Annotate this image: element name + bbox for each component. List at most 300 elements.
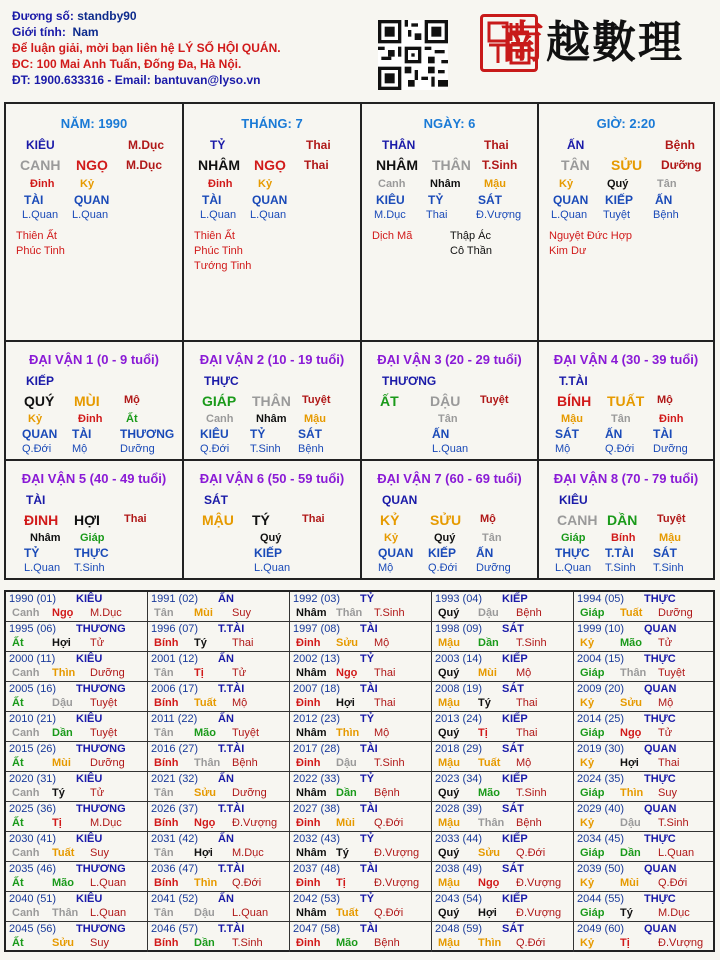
- year-label: 2033 (44): [435, 833, 483, 845]
- dai-van-chi: HỢI: [74, 512, 100, 528]
- year-phase: T.Sinh: [374, 757, 405, 769]
- dai-van-cell: [6, 461, 184, 580]
- year-label: 2023 (34): [435, 773, 483, 785]
- year-chi: Tị: [620, 937, 630, 949]
- year-star: TỶ: [360, 713, 375, 725]
- dai-van-chi: TÝ: [252, 512, 270, 528]
- year-label: 1996 (07): [151, 623, 199, 635]
- year-label: 2030 (41): [9, 833, 57, 845]
- year-label: 2046 (57): [151, 923, 199, 935]
- year-chi: Hợi: [52, 637, 71, 649]
- year-can: Tân: [154, 607, 174, 619]
- year-cell: [6, 832, 148, 862]
- year-chi: Dậu: [194, 907, 215, 919]
- dai-van-hidden-stem: Quý: [260, 532, 282, 544]
- year-label: 2024 (35): [577, 773, 625, 785]
- year-star: KIẾP: [502, 773, 528, 785]
- year-star: KIẾP: [502, 593, 528, 605]
- year-cell: [148, 772, 290, 802]
- year-chi: Mão: [620, 637, 642, 649]
- year-cell: [574, 922, 713, 952]
- year-can: Đinh: [296, 757, 321, 769]
- dai-van-chi: DẦN: [607, 512, 638, 528]
- year-star: QUAN: [644, 923, 677, 935]
- hidden-stem: Canh: [378, 178, 406, 190]
- year-chi: Tị: [478, 727, 488, 739]
- year-star: THỰC: [644, 893, 676, 905]
- hidden-stem: Kỷ: [258, 178, 273, 190]
- year-star: THƯƠNG: [76, 923, 126, 935]
- dai-van-hidden-phase: Mộ: [378, 562, 394, 574]
- year-phase: Q.Đới: [232, 877, 262, 889]
- year-chi: Tuất: [52, 847, 75, 859]
- year-phase: Dưỡng: [90, 757, 125, 769]
- year-phase: Đ.Vượng: [232, 817, 278, 829]
- dai-van-star: TÀI: [26, 493, 46, 507]
- dai-van-title: ĐẠI VẬN 4 (30 - 39 tuổi): [553, 352, 699, 367]
- year-phase: Thai: [658, 757, 680, 769]
- year-can: Ất: [12, 817, 24, 829]
- year-chi: Hợi: [194, 847, 213, 859]
- account-line: Đương số: standby90: [12, 9, 137, 23]
- year-label: 1995 (06): [9, 623, 57, 635]
- year-cell: [290, 772, 432, 802]
- year-cell: [148, 832, 290, 862]
- hidden-star: KIẾP: [605, 193, 634, 207]
- dai-van-phase: Thai: [302, 513, 325, 525]
- year-star: THỰC: [644, 773, 676, 785]
- pillar-star: TỶ: [210, 138, 226, 152]
- hidden-phase: L.Quan: [22, 209, 59, 221]
- year-label: 2039 (50): [577, 863, 625, 875]
- year-star: KIẾP: [502, 833, 528, 845]
- year-can: Bính: [154, 817, 179, 829]
- year-label: 2009 (20): [577, 683, 625, 695]
- year-can: Mậu: [438, 817, 460, 829]
- year-can: Giáp: [580, 847, 605, 859]
- year-cell: [574, 742, 713, 772]
- year-cell: [432, 592, 574, 622]
- year-phase: Mộ: [374, 637, 390, 649]
- dai-van-hidden-stem: Mậu: [304, 413, 326, 425]
- year-phase: Đ.Vượng: [374, 847, 420, 859]
- dai-van-hidden-phase: T.Sinh: [653, 562, 684, 574]
- year-can: Mậu: [438, 697, 460, 709]
- year-phase: Q.Đới: [374, 907, 404, 919]
- hidden-stem: Mậu: [484, 178, 506, 190]
- year-phase: Tử: [232, 667, 247, 679]
- pillar-cell: [362, 104, 539, 342]
- year-phase: Bệnh: [374, 937, 400, 949]
- year-chi: Sửu: [336, 637, 359, 649]
- year-star: QUAN: [644, 743, 677, 755]
- dai-van-hidden-star: ẤN: [432, 427, 450, 441]
- year-phase: Suy: [90, 847, 109, 859]
- year-cell: [148, 892, 290, 922]
- year-star: TỶ: [360, 893, 375, 905]
- hidden-star: QUAN: [74, 193, 110, 207]
- year-can: Tân: [154, 667, 174, 679]
- dai-van-star: T.TÀI: [559, 374, 588, 388]
- year-phase: Bệnh: [374, 787, 400, 799]
- year-phase: T.Sinh: [374, 607, 405, 619]
- year-star: T.TÀI: [218, 743, 245, 755]
- year-can: Nhâm: [296, 847, 327, 859]
- year-label: 2035 (46): [9, 863, 57, 875]
- year-can: Bính: [154, 937, 179, 949]
- dai-van-can: BÍNH: [557, 393, 592, 409]
- year-chi: Hợi: [620, 757, 639, 769]
- hidden-phase: Thai: [426, 209, 448, 221]
- year-star: ẤN: [218, 653, 234, 665]
- year-chi: Thìn: [336, 727, 360, 739]
- than-sat-2: Thập Ác: [450, 230, 491, 242]
- year-cell: [6, 922, 148, 952]
- year-can: Kỷ: [580, 877, 595, 889]
- year-phase: Tuyệt: [658, 667, 686, 679]
- year-can: Canh: [12, 907, 40, 919]
- year-star: THƯƠNG: [76, 743, 126, 755]
- year-phase: L.Quan: [90, 907, 127, 919]
- year-cell: [574, 682, 713, 712]
- year-phase: Suy: [90, 937, 109, 949]
- year-star: THỰC: [644, 833, 676, 845]
- year-chi: Ngọ: [336, 667, 358, 679]
- dai-van-hidden-star: SÁT: [298, 427, 322, 441]
- dai-van-hidden-stem: Đinh: [78, 413, 103, 425]
- year-phase: L.Quan: [90, 877, 127, 889]
- year-phase: Thai: [374, 667, 396, 679]
- dai-van-hidden-phase: T.Sinh: [250, 443, 281, 455]
- year-chi: Tý: [336, 847, 349, 859]
- year-chi: Mão: [194, 727, 216, 739]
- than-sat: Nguyệt Đức Hợp: [549, 230, 633, 242]
- year-cell: [574, 772, 713, 802]
- than-sat: Phúc Tinh: [194, 245, 243, 257]
- year-star: SÁT: [502, 803, 524, 815]
- year-star: T.TÀI: [218, 683, 245, 695]
- year-chi: Tý: [52, 787, 65, 799]
- year-chi: Thân: [194, 757, 221, 769]
- dai-van-hidden-star: TỶ: [250, 427, 266, 441]
- year-can: Nhâm: [296, 607, 327, 619]
- year-can: Ất: [12, 757, 24, 769]
- year-phase: Mộ: [374, 727, 390, 739]
- dai-van-hidden-phase: Q.Đới: [22, 443, 52, 455]
- year-phase: Dưỡng: [658, 607, 693, 619]
- year-phase: Bệnh: [516, 607, 542, 619]
- year-cell: [574, 712, 713, 742]
- year-star: T.TÀI: [218, 623, 245, 635]
- year-phase: Bệnh: [232, 757, 258, 769]
- dai-van-hidden-phase: Bệnh: [298, 443, 324, 455]
- dai-van-hidden-star: TỶ: [24, 546, 40, 560]
- pillar-title: GIỜ: 2:20: [596, 116, 656, 131]
- hidden-phase: Đ.Vượng: [476, 209, 522, 221]
- year-phase: Q.Đới: [374, 817, 404, 829]
- year-cell: [574, 832, 713, 862]
- year-chi: Tị: [52, 817, 62, 829]
- year-cell: [290, 892, 432, 922]
- year-star: ẤN: [218, 593, 234, 605]
- year-can: Giáp: [580, 607, 605, 619]
- dai-van-hidden-star: QUAN: [22, 427, 58, 441]
- year-phase: M.Dục: [232, 847, 264, 859]
- year-cell: [290, 712, 432, 742]
- year-label: 2012 (23): [293, 713, 341, 725]
- year-can: Nhâm: [296, 667, 327, 679]
- year-chi: Mùi: [478, 667, 497, 679]
- year-chi: Sửu: [194, 787, 217, 799]
- hidden-star: TỶ: [428, 193, 444, 207]
- year-star: KIÊU: [76, 713, 103, 725]
- pillar-title: NĂM: 1990: [60, 116, 128, 131]
- year-label: 2001 (12): [151, 653, 199, 665]
- pillar-star-phase: Thai: [484, 138, 509, 152]
- qr-code-icon: [378, 20, 448, 90]
- year-phase: Tử: [90, 637, 105, 649]
- dai-van-title: ĐẠI VẬN 8 (70 - 79 tuổi): [553, 471, 699, 486]
- dai-van-hidden-phase: T.Sinh: [605, 562, 636, 574]
- year-label: 2047 (58): [293, 923, 341, 935]
- dai-van-star: THƯƠNG: [382, 374, 437, 388]
- dai-van-title: ĐẠI VẬN 3 (20 - 29 tuổi): [377, 352, 522, 367]
- dai-van-phase: Thai: [124, 513, 147, 525]
- year-can: Quý: [438, 907, 460, 919]
- year-can: Đinh: [296, 697, 321, 709]
- year-label: 2029 (40): [577, 803, 625, 815]
- year-can: Quý: [438, 667, 460, 679]
- year-phase: Tuyệt: [90, 727, 118, 739]
- year-chi: Dần: [336, 787, 357, 799]
- dai-van-hidden-star: SÁT: [653, 546, 677, 560]
- year-can: Tân: [154, 787, 174, 799]
- year-cell: [148, 652, 290, 682]
- dai-van-chi: MÙI: [74, 393, 100, 409]
- year-chi: Dậu: [620, 817, 641, 829]
- year-cell: [148, 742, 290, 772]
- pillar-chi-phase: M.Dục: [126, 158, 162, 172]
- year-label: 2006 (17): [151, 683, 199, 695]
- year-can: Bính: [154, 637, 179, 649]
- year-label: 2040 (51): [9, 893, 57, 905]
- year-star: THỰC: [644, 713, 676, 725]
- dai-van-hidden-phase: Mộ: [555, 443, 571, 455]
- dai-van-can: ĐINH: [24, 512, 59, 528]
- year-label: 2044 (55): [577, 893, 625, 905]
- year-cell: [574, 892, 713, 922]
- year-label: 2027 (38): [293, 803, 341, 815]
- year-can: Canh: [12, 667, 40, 679]
- hidden-star: QUAN: [553, 193, 589, 207]
- contact-note: Để luận giải, mời bạn liên hệ LÝ SỐ HỘI QUÁN.: [12, 41, 281, 55]
- hidden-star: QUAN: [252, 193, 288, 207]
- year-cell: [290, 622, 432, 652]
- dai-van-hidden-stem: Tân: [611, 413, 631, 425]
- year-star: KIÊU: [76, 593, 103, 605]
- year-chi: Thìn: [194, 877, 218, 889]
- dai-van-star: QUAN: [382, 493, 418, 507]
- hidden-phase: L.Quan: [250, 209, 287, 221]
- year-can: Kỷ: [580, 637, 595, 649]
- year-cell: [432, 742, 574, 772]
- year-star: TÀI: [360, 743, 378, 755]
- year-star: KIẾP: [502, 653, 528, 665]
- year-chi: Mùi: [336, 817, 355, 829]
- year-label: 2016 (27): [151, 743, 199, 755]
- year-can: Đinh: [296, 817, 321, 829]
- year-star: QUAN: [644, 683, 677, 695]
- year-phase: Bệnh: [516, 817, 542, 829]
- pillar-star-phase: Bệnh: [665, 138, 695, 152]
- year-chi: Mão: [478, 787, 500, 799]
- dai-van-hidden-phase: L.Quan: [432, 443, 469, 455]
- year-label: 2041 (52): [151, 893, 199, 905]
- year-cell: [6, 682, 148, 712]
- hidden-stem: Kỷ: [559, 178, 574, 190]
- year-can: Quý: [438, 607, 460, 619]
- year-label: 2015 (26): [9, 743, 57, 755]
- year-cell: [432, 922, 574, 952]
- hidden-phase: M.Dục: [374, 209, 406, 221]
- year-chi: Dần: [478, 637, 499, 649]
- hidden-stem: Đinh: [208, 178, 233, 190]
- year-label: 1991 (02): [151, 593, 199, 605]
- dai-van-hidden-phase: L.Quan: [555, 562, 592, 574]
- year-cell: [6, 862, 148, 892]
- dai-van-star: SÁT: [204, 493, 228, 507]
- dai-van-hidden-star: KIẾP: [254, 546, 283, 560]
- pillar-can: TÂN: [561, 157, 590, 173]
- dai-van-cell: [539, 461, 713, 580]
- year-label: 2043 (54): [435, 893, 483, 905]
- dai-van-title: ĐẠI VẬN 5 (40 - 49 tuổi): [21, 471, 167, 486]
- year-label: 2031 (42): [151, 833, 199, 845]
- year-chi: Tị: [336, 877, 346, 889]
- year-star: QUAN: [644, 863, 677, 875]
- than-sat: Thiên Ất: [16, 230, 57, 242]
- hidden-phase: Bệnh: [653, 209, 679, 221]
- year-cell: [6, 712, 148, 742]
- dai-van-hidden-stem: Tân: [482, 532, 502, 544]
- year-star: KIẾP: [502, 713, 528, 725]
- year-phase: Thai: [516, 727, 538, 739]
- dai-van-chi: TUẤT: [607, 393, 645, 409]
- pillar-star: ẤN: [567, 138, 585, 152]
- pillar-chi-phase: T.Sinh: [482, 158, 518, 172]
- year-can: Nhâm: [296, 787, 327, 799]
- dai-van-hidden-stem: Bính: [611, 532, 636, 544]
- dai-van-hidden-star: KIẾP: [428, 546, 457, 560]
- year-phase: Mộ: [516, 667, 532, 679]
- year-phase: Suy: [658, 787, 677, 799]
- dai-van-star: THỰC: [204, 374, 239, 388]
- year-phase: Thai: [374, 697, 396, 709]
- year-chi: Mão: [52, 877, 74, 889]
- dai-van-hidden-star: KIÊU: [200, 427, 229, 441]
- year-phase: Mộ: [516, 757, 532, 769]
- year-can: Bính: [154, 757, 179, 769]
- year-label: 2021 (32): [151, 773, 199, 785]
- year-cell: [148, 802, 290, 832]
- year-cell: [574, 592, 713, 622]
- year-star: TÀI: [360, 803, 378, 815]
- dai-van-hidden-stem: Canh: [206, 413, 234, 425]
- year-can: Giáp: [580, 787, 605, 799]
- year-chi: Sửu: [478, 847, 501, 859]
- year-cell: [6, 802, 148, 832]
- year-phase: Q.Đới: [658, 877, 688, 889]
- year-chi: Ngọ: [194, 817, 216, 829]
- year-label: 1997 (08): [293, 623, 341, 635]
- dai-van-hidden-phase: T.Sinh: [74, 562, 105, 574]
- year-chi: Sửu: [620, 697, 643, 709]
- year-can: Giáp: [580, 667, 605, 679]
- year-cell: [290, 652, 432, 682]
- year-star: T.TÀI: [218, 803, 245, 815]
- dai-van-hidden-star: THỰC: [74, 546, 109, 560]
- year-cell: [148, 682, 290, 712]
- year-phase: Tử: [658, 727, 673, 739]
- dai-van-phase: Tuyệt: [657, 513, 686, 525]
- year-can: Kỷ: [580, 817, 595, 829]
- dai-van-can: ẤT: [380, 393, 399, 409]
- year-can: Ất: [12, 877, 24, 889]
- year-cell: [290, 742, 432, 772]
- year-star: TÀI: [360, 683, 378, 695]
- pillar-can: CANH: [20, 157, 61, 173]
- year-chi: Tị: [194, 667, 204, 679]
- year-star: KIÊU: [76, 653, 103, 665]
- dai-van-cell: [184, 461, 362, 580]
- dai-van-phase: Mộ: [480, 513, 496, 525]
- year-label: 2008 (19): [435, 683, 483, 695]
- pillar-cell: [539, 104, 713, 342]
- pillar-can: NHÂM: [198, 157, 240, 173]
- year-star: SÁT: [502, 863, 524, 875]
- year-chi: Thân: [336, 607, 363, 619]
- year-chi: Tuất: [194, 697, 217, 709]
- dai-van-phase: Tuyệt: [480, 394, 509, 406]
- year-phase: Tuyệt: [232, 727, 260, 739]
- year-star: ẤN: [218, 713, 234, 725]
- year-chi: Dần: [52, 727, 73, 739]
- year-label: 1994 (05): [577, 593, 625, 605]
- year-label: 2002 (13): [293, 653, 341, 665]
- year-can: Canh: [12, 727, 40, 739]
- year-chi: Dần: [620, 847, 641, 859]
- year-chi: Mùi: [620, 877, 639, 889]
- year-phase: Mộ: [658, 697, 674, 709]
- dai-van-phase: Mộ: [657, 394, 673, 406]
- year-can: Quý: [438, 727, 460, 739]
- year-label: 2007 (18): [293, 683, 341, 695]
- year-star: THƯƠNG: [76, 863, 126, 875]
- year-phase: Suy: [232, 607, 251, 619]
- hidden-stem: Nhâm: [430, 178, 461, 190]
- year-chi: Thân: [52, 907, 79, 919]
- year-star: T.TÀI: [218, 863, 245, 875]
- year-chi: Tý: [194, 637, 207, 649]
- year-cell: [290, 592, 432, 622]
- year-star: KIÊU: [76, 773, 103, 785]
- year-chi: Sửu: [52, 937, 75, 949]
- year-phase: Mộ: [232, 697, 248, 709]
- year-cell: [432, 862, 574, 892]
- year-label: 2011 (22): [151, 713, 198, 725]
- dai-van-cell: [362, 461, 539, 580]
- dai-van-title: ĐẠI VẬN 7 (60 - 69 tuổi): [377, 471, 522, 486]
